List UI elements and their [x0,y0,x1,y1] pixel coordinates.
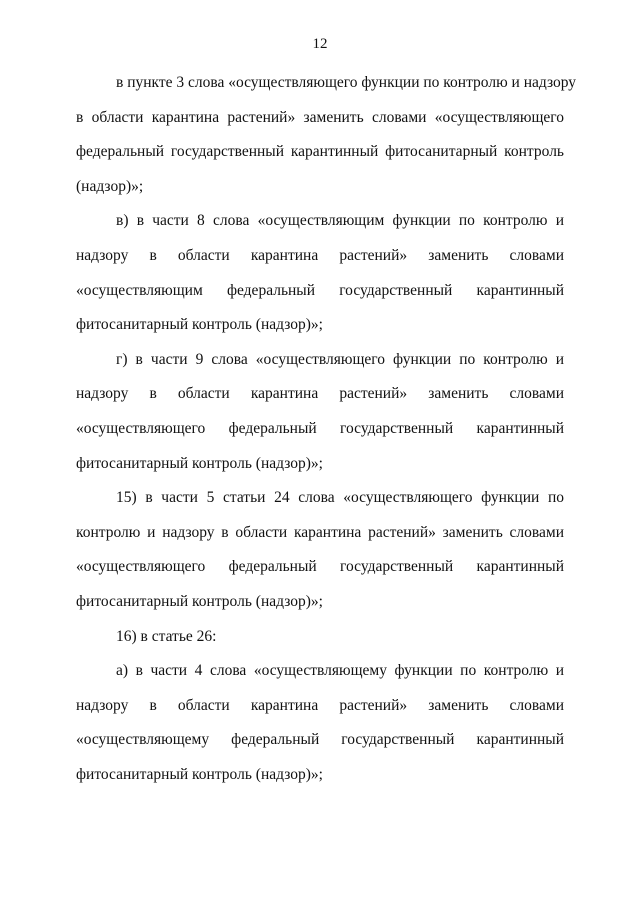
text-line: фитосанитарный контроль (надзор)»; [76,765,323,783]
text-line: контролю и надзору в области карантина растений» заменить словами [76,523,564,541]
text-line: «осуществляющим федеральный государственный карантинный [76,281,564,299]
text-line: 15) в части 5 статьи 24 слова «осуществляющего функции по [116,489,564,507]
page-number: 12 [312,36,328,52]
text-line: «осуществляющему федеральный государственный карантинный [76,731,564,749]
text-line: федеральный государственный карантинный фитосанитарный контроль [76,143,564,161]
text-line: надзору в области карантина растений» заменить словами [76,246,564,264]
text-line: а) в части 4 слова «осуществляющему функции по контролю и [116,662,564,680]
text-line: (надзор)»; [76,177,144,195]
text-line: г) в части 9 слова «осуществляющего функции по контролю и [116,350,564,368]
text-line: надзору в области карантина растений» заменить словами [76,696,564,714]
text-line: в пункте 3 слова «осуществляющего функции по контролю и надзору [116,74,577,91]
text-line: в) в части 8 слова «осуществляющим функции по контролю и [116,212,564,230]
text-line: в области карантина растений» заменить словами «осуществляющего [76,108,564,126]
document-body [76,66,577,792]
text-line: надзору в области карантина растений» заменить словами [76,385,564,403]
text-line: 16) в статье 26: [116,627,217,645]
text-line: фитосанитарный контроль (надзор)»; [76,316,323,334]
text-line: «осуществляющего федеральный государственный карантинный [76,558,564,576]
text-line: «осуществляющего федеральный государственный карантинный [76,419,564,437]
text-line: фитосанитарный контроль (надзор)»; [76,454,323,472]
text-line: фитосанитарный контроль (надзор)»; [76,592,323,610]
